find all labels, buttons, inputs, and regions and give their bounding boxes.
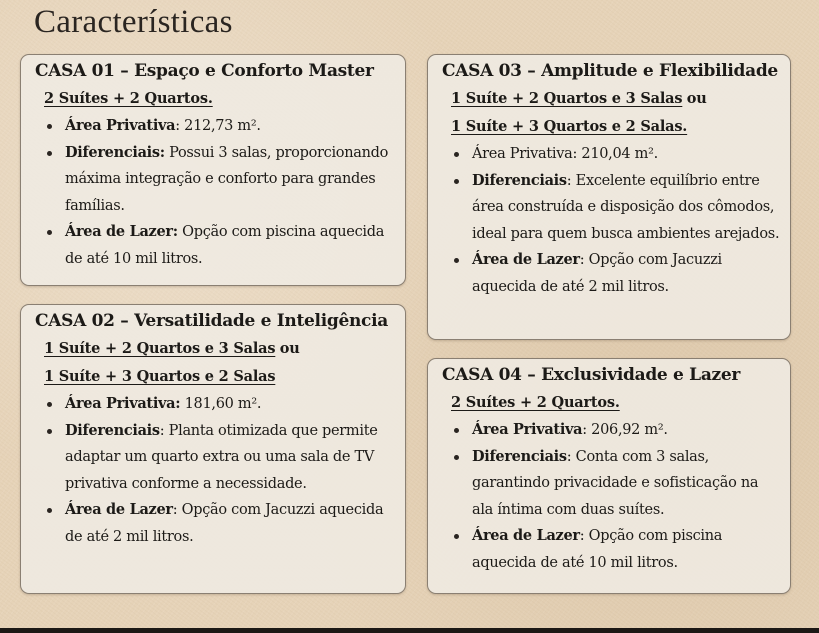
feature-list (35, 391, 395, 550)
feature-text: Área Privativa: 210,04 m². (472, 146, 658, 162)
room-option: 1 Suíte + 3 Quartos e 2 Salas. (451, 118, 688, 135)
feature-label: Área de Lazer (472, 251, 580, 268)
feature-text: 181,60 m². (180, 396, 262, 412)
room-config (451, 389, 780, 417)
feature-label: Área Privativa (65, 117, 176, 134)
feature-area (65, 391, 395, 418)
feature-leisure (65, 497, 395, 550)
feature-differentials (65, 418, 395, 498)
feature-label: Diferenciais: (65, 143, 165, 161)
feature-differentials (472, 168, 780, 248)
feature-text: Opção com Jacuzzi aquecida de até 2 mil litros. (65, 502, 384, 545)
room-option: 2 Suítes + 2 Quartos. (451, 394, 620, 411)
feature-label: Área de Lazer (65, 501, 173, 518)
room-config (44, 335, 395, 391)
feature-leisure (65, 219, 395, 272)
feature-label: Diferenciais (65, 421, 160, 439)
feature-label: Área de Lazer: (65, 223, 178, 240)
feature-text: Conta com 3 salas, garantindo privacidade e sofisticação na ala íntima com duas suítes. (472, 448, 759, 518)
room-option: 1 Suíte + 2 Quartos e 3 Salas (451, 90, 683, 107)
card-title: CASA 03 – Amplitude e Flexibilidade (442, 61, 778, 81)
feature-text: Opção com piscina aquecida de até 10 mil litros. (65, 224, 385, 267)
feature-label: Área Privativa: (65, 395, 181, 412)
card-title: CASA 04 – Exclusividade e Lazer (442, 365, 741, 385)
room-config (44, 85, 395, 113)
feature-sep: : (566, 172, 572, 189)
feature-sep: : (159, 422, 165, 439)
house-card-casa-03 (427, 54, 791, 340)
feature-text: Opção com piscina aquecida de até 10 mil litros. (472, 528, 723, 571)
house-card-casa-04 (427, 358, 791, 594)
room-config (451, 85, 780, 141)
feature-label: Diferenciais (472, 447, 567, 465)
feature-sep: : (579, 252, 585, 268)
feature-leisure (472, 247, 780, 300)
feature-text: Excelente equilíbrio entre área construída e disposição dos cômodos, ideal para quem busca ambientes arejados. (472, 172, 780, 242)
feature-differentials (65, 140, 395, 220)
feature-sep: : (172, 502, 178, 518)
feature-area (472, 417, 780, 444)
feature-text: 206,92 m². (586, 422, 668, 438)
bottom-border (0, 628, 819, 633)
feature-sep: : (175, 118, 180, 134)
room-joiner: ou (279, 340, 300, 357)
feature-text: Planta otimizada que permite adaptar um quarto extra ou uma sala de TV privativa conforme a necessidade. (65, 422, 378, 492)
feature-list (35, 113, 395, 272)
card-title: CASA 01 – Espaço e Conforto Master (35, 61, 374, 81)
feature-text: 212,73 m². (179, 118, 261, 134)
feature-leisure (472, 523, 780, 576)
house-card-casa-02 (20, 304, 406, 594)
feature-area (472, 141, 780, 168)
room-option: 2 Suítes + 2 Quartos. (44, 90, 213, 107)
feature-text: Possui 3 salas, proporcionando máxima integração e conforto para grandes famílias. (65, 144, 389, 214)
feature-label: Diferenciais (472, 171, 567, 189)
feature-label: Área de Lazer (472, 527, 580, 544)
feature-area (65, 113, 395, 140)
house-card-casa-01 (20, 54, 406, 286)
feature-label: Área Privativa (472, 421, 583, 438)
feature-list (442, 141, 780, 300)
feature-sep: : (582, 422, 587, 438)
feature-differentials (472, 444, 780, 524)
feature-sep: : (566, 448, 572, 465)
feature-text: Opção com Jacuzzi aquecida de até 2 mil litros. (472, 252, 722, 295)
page-title: Características (34, 4, 233, 40)
room-option: 1 Suíte + 3 Quartos e 2 Salas (44, 368, 276, 385)
card-title: CASA 02 – Versatilidade e Inteligência (35, 311, 388, 331)
feature-sep: : (579, 528, 585, 544)
room-option: 1 Suíte + 2 Quartos e 3 Salas (44, 340, 276, 357)
room-joiner: ou (686, 90, 707, 107)
feature-list (442, 417, 780, 576)
